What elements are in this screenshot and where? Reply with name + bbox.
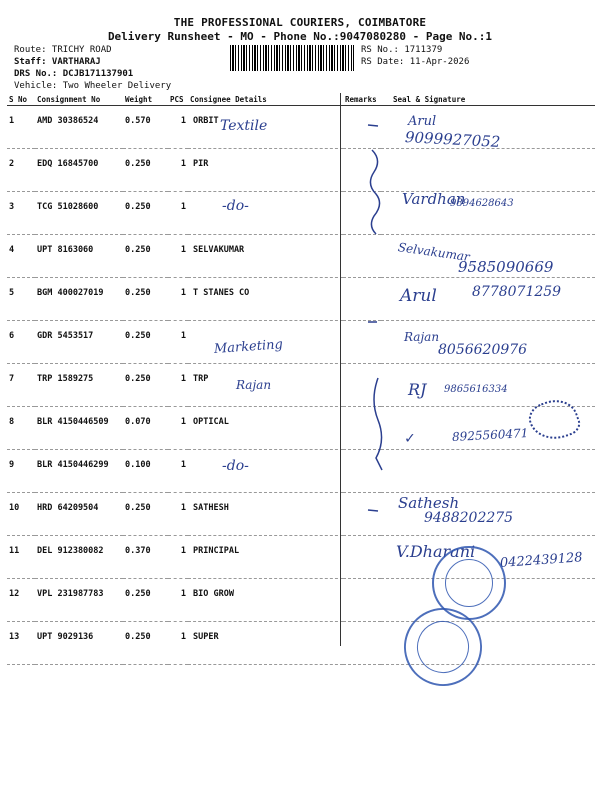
hw-sig4: Selvakumar bbox=[397, 240, 471, 265]
remarks-cell bbox=[343, 364, 381, 407]
drs-label: DRS No.: DCJB171137901 bbox=[14, 69, 134, 79]
remarks-cell bbox=[343, 192, 381, 235]
hw-sig11: V.Dharani bbox=[396, 542, 476, 561]
table-row bbox=[7, 622, 595, 665]
weight-cell: 0.250 bbox=[123, 579, 168, 622]
remarks-cell bbox=[343, 321, 381, 364]
consignee-cell: SELVAKUMAR bbox=[188, 235, 343, 278]
barcode bbox=[230, 45, 354, 71]
rs-number: RS No.: 1711379 bbox=[361, 45, 443, 55]
col-pcs: PCS bbox=[168, 93, 188, 106]
hw-r6-note: Marketing bbox=[213, 337, 284, 357]
staff-label: Staff: VARTHARAJ bbox=[14, 57, 101, 67]
consignment-cell: BLR 4150446299 bbox=[35, 450, 123, 493]
weight-cell: 0.250 bbox=[123, 149, 168, 192]
remarks-cell bbox=[343, 493, 381, 536]
weight-cell: 0.250 bbox=[123, 622, 168, 665]
weight-cell: 0.250 bbox=[123, 321, 168, 364]
hw-sig5: Arul bbox=[400, 286, 437, 306]
pcs-cell: 1 bbox=[168, 493, 188, 536]
remarks-cell bbox=[343, 407, 381, 450]
table-header-row bbox=[7, 93, 595, 106]
hw-phone1: 9099927052 bbox=[404, 128, 501, 151]
remarks-cell bbox=[343, 579, 381, 622]
table-row bbox=[7, 106, 595, 149]
consignee-cell: SATHESH bbox=[188, 493, 343, 536]
remarks-cell bbox=[343, 450, 381, 493]
hw-phone4: 9585090669 bbox=[458, 258, 554, 276]
col-weight: Weight bbox=[123, 93, 168, 106]
hw-r1-note: Textile bbox=[220, 118, 268, 134]
sno-cell: 7 bbox=[7, 364, 35, 407]
consignment-cell: UPT 9029136 bbox=[35, 622, 123, 665]
pcs-cell: 1 bbox=[168, 321, 188, 364]
sno-cell: 12 bbox=[7, 579, 35, 622]
signature-cell bbox=[381, 450, 595, 493]
hw-r3-note: -do- bbox=[222, 198, 249, 214]
col-sno: S No bbox=[7, 93, 35, 106]
table-row bbox=[7, 149, 595, 192]
consignment-cell: TRP 1589275 bbox=[35, 364, 123, 407]
remarks-cell bbox=[343, 536, 381, 579]
weight-cell: 0.250 bbox=[123, 278, 168, 321]
consignee-cell: T STANES CO bbox=[188, 278, 343, 321]
hw-sig6: Rajan bbox=[404, 330, 440, 344]
hw-r9-note: -do- bbox=[222, 458, 249, 474]
remarks-cell bbox=[343, 622, 381, 665]
weight-cell: 0.250 bbox=[123, 192, 168, 235]
consignee-cell bbox=[188, 450, 343, 493]
consignment-cell: BLR 4150446509 bbox=[35, 407, 123, 450]
consignee-cell: ORBIT bbox=[188, 106, 343, 149]
consignee-cell bbox=[188, 192, 343, 235]
pcs-cell: 1 bbox=[168, 106, 188, 149]
signature-cell bbox=[381, 149, 595, 192]
sno-cell: 8 bbox=[7, 407, 35, 450]
consignment-cell: UPT 8163060 bbox=[35, 235, 123, 278]
sno-cell: 5 bbox=[7, 278, 35, 321]
col-consignment: Consignment No bbox=[35, 93, 123, 106]
consignee-cell: SUPER bbox=[188, 622, 343, 665]
consignment-cell: VPL 231987783 bbox=[35, 579, 123, 622]
consignee-cell: BIO GROW bbox=[188, 579, 343, 622]
pcs-cell: 1 bbox=[168, 407, 188, 450]
consignment-cell: AMD 30386524 bbox=[35, 106, 123, 149]
sno-cell: 4 bbox=[7, 235, 35, 278]
col-remarks: Remarks bbox=[343, 93, 381, 106]
pcs-cell: 1 bbox=[168, 450, 188, 493]
remarks-cell bbox=[343, 149, 381, 192]
consignment-cell: BGM 400027019 bbox=[35, 278, 123, 321]
runsheet-subtitle: Delivery Runsheet - MO - Phone No.:9047080280 - Page No.:1 bbox=[107, 30, 493, 43]
consignment-cell: GDR 5453517 bbox=[35, 321, 123, 364]
col-seal-signature: Seal & Signature bbox=[381, 93, 595, 106]
hw-phone3: 9894628643 bbox=[450, 198, 514, 209]
pcs-cell: 1 bbox=[168, 622, 188, 665]
weight-cell: 0.570 bbox=[123, 106, 168, 149]
pcs-cell: 1 bbox=[168, 364, 188, 407]
pcs-cell: 1 bbox=[168, 536, 188, 579]
weight-cell: 0.070 bbox=[123, 407, 168, 450]
hw-sig10: Sathesh bbox=[398, 494, 460, 512]
hw-sig1: Arul bbox=[408, 114, 437, 129]
weight-cell: 0.250 bbox=[123, 493, 168, 536]
weight-cell: 0.250 bbox=[123, 235, 168, 278]
hw-phone11: 0422439128 bbox=[499, 550, 584, 571]
sno-cell: 10 bbox=[7, 493, 35, 536]
weight-cell: 0.250 bbox=[123, 364, 168, 407]
pcs-cell: 1 bbox=[168, 278, 188, 321]
sno-cell: 2 bbox=[7, 149, 35, 192]
table-row bbox=[7, 450, 595, 493]
hw-r7-note: Rajan bbox=[236, 378, 272, 392]
hw-phone8: 8925560471 bbox=[451, 426, 529, 444]
rs-date: RS Date: 11-Apr-2026 bbox=[361, 57, 470, 67]
consignee-cell: PRINCIPAL bbox=[188, 536, 343, 579]
weight-cell: 0.370 bbox=[123, 536, 168, 579]
consignee-cell: TRP bbox=[188, 364, 343, 407]
remarks-cell bbox=[343, 278, 381, 321]
remarks-cell bbox=[343, 235, 381, 278]
route-label: Route: TRICHY ROAD bbox=[14, 45, 112, 55]
consignment-cell: HRD 64209504 bbox=[35, 493, 123, 536]
col-consignee: Consignee Details bbox=[188, 93, 343, 106]
tick-mark-icon: ✓ bbox=[405, 428, 415, 447]
sno-cell: 1 bbox=[7, 106, 35, 149]
sno-cell: 3 bbox=[7, 192, 35, 235]
consignment-cell: EDQ 16845700 bbox=[35, 149, 123, 192]
pcs-cell: 1 bbox=[168, 149, 188, 192]
hw-phone6: 8056620976 bbox=[438, 342, 528, 358]
hw-phone10: 9488202275 bbox=[424, 510, 514, 526]
consignment-cell: TCG 51028600 bbox=[35, 192, 123, 235]
weight-cell: 0.100 bbox=[123, 450, 168, 493]
sno-cell: 9 bbox=[7, 450, 35, 493]
hw-sig3: Vardhan bbox=[402, 190, 466, 208]
company-title: THE PROFESSIONAL COURIERS, COIMBATORE bbox=[173, 16, 427, 29]
consignee-cell: PIR bbox=[188, 149, 343, 192]
vehicle-label: Vehicle: Two Wheeler Delivery bbox=[14, 81, 172, 91]
sno-cell: 13 bbox=[7, 622, 35, 665]
runsheet-table bbox=[7, 93, 595, 665]
sno-cell: 11 bbox=[7, 536, 35, 579]
sno-cell: 6 bbox=[7, 321, 35, 364]
consignee-cell: OPTICAL bbox=[188, 407, 343, 450]
pcs-cell: 1 bbox=[168, 192, 188, 235]
column-divider bbox=[340, 93, 341, 646]
hw-phone7: 9865616334 bbox=[444, 384, 508, 395]
hw-sig7: RJ bbox=[408, 380, 427, 399]
pcs-cell: 1 bbox=[168, 235, 188, 278]
remarks-cell bbox=[343, 106, 381, 149]
pcs-cell: 1 bbox=[168, 579, 188, 622]
consignment-cell: DEL 912380082 bbox=[35, 536, 123, 579]
table-row bbox=[7, 579, 595, 622]
hw-phone5: 8778071259 bbox=[472, 284, 562, 300]
